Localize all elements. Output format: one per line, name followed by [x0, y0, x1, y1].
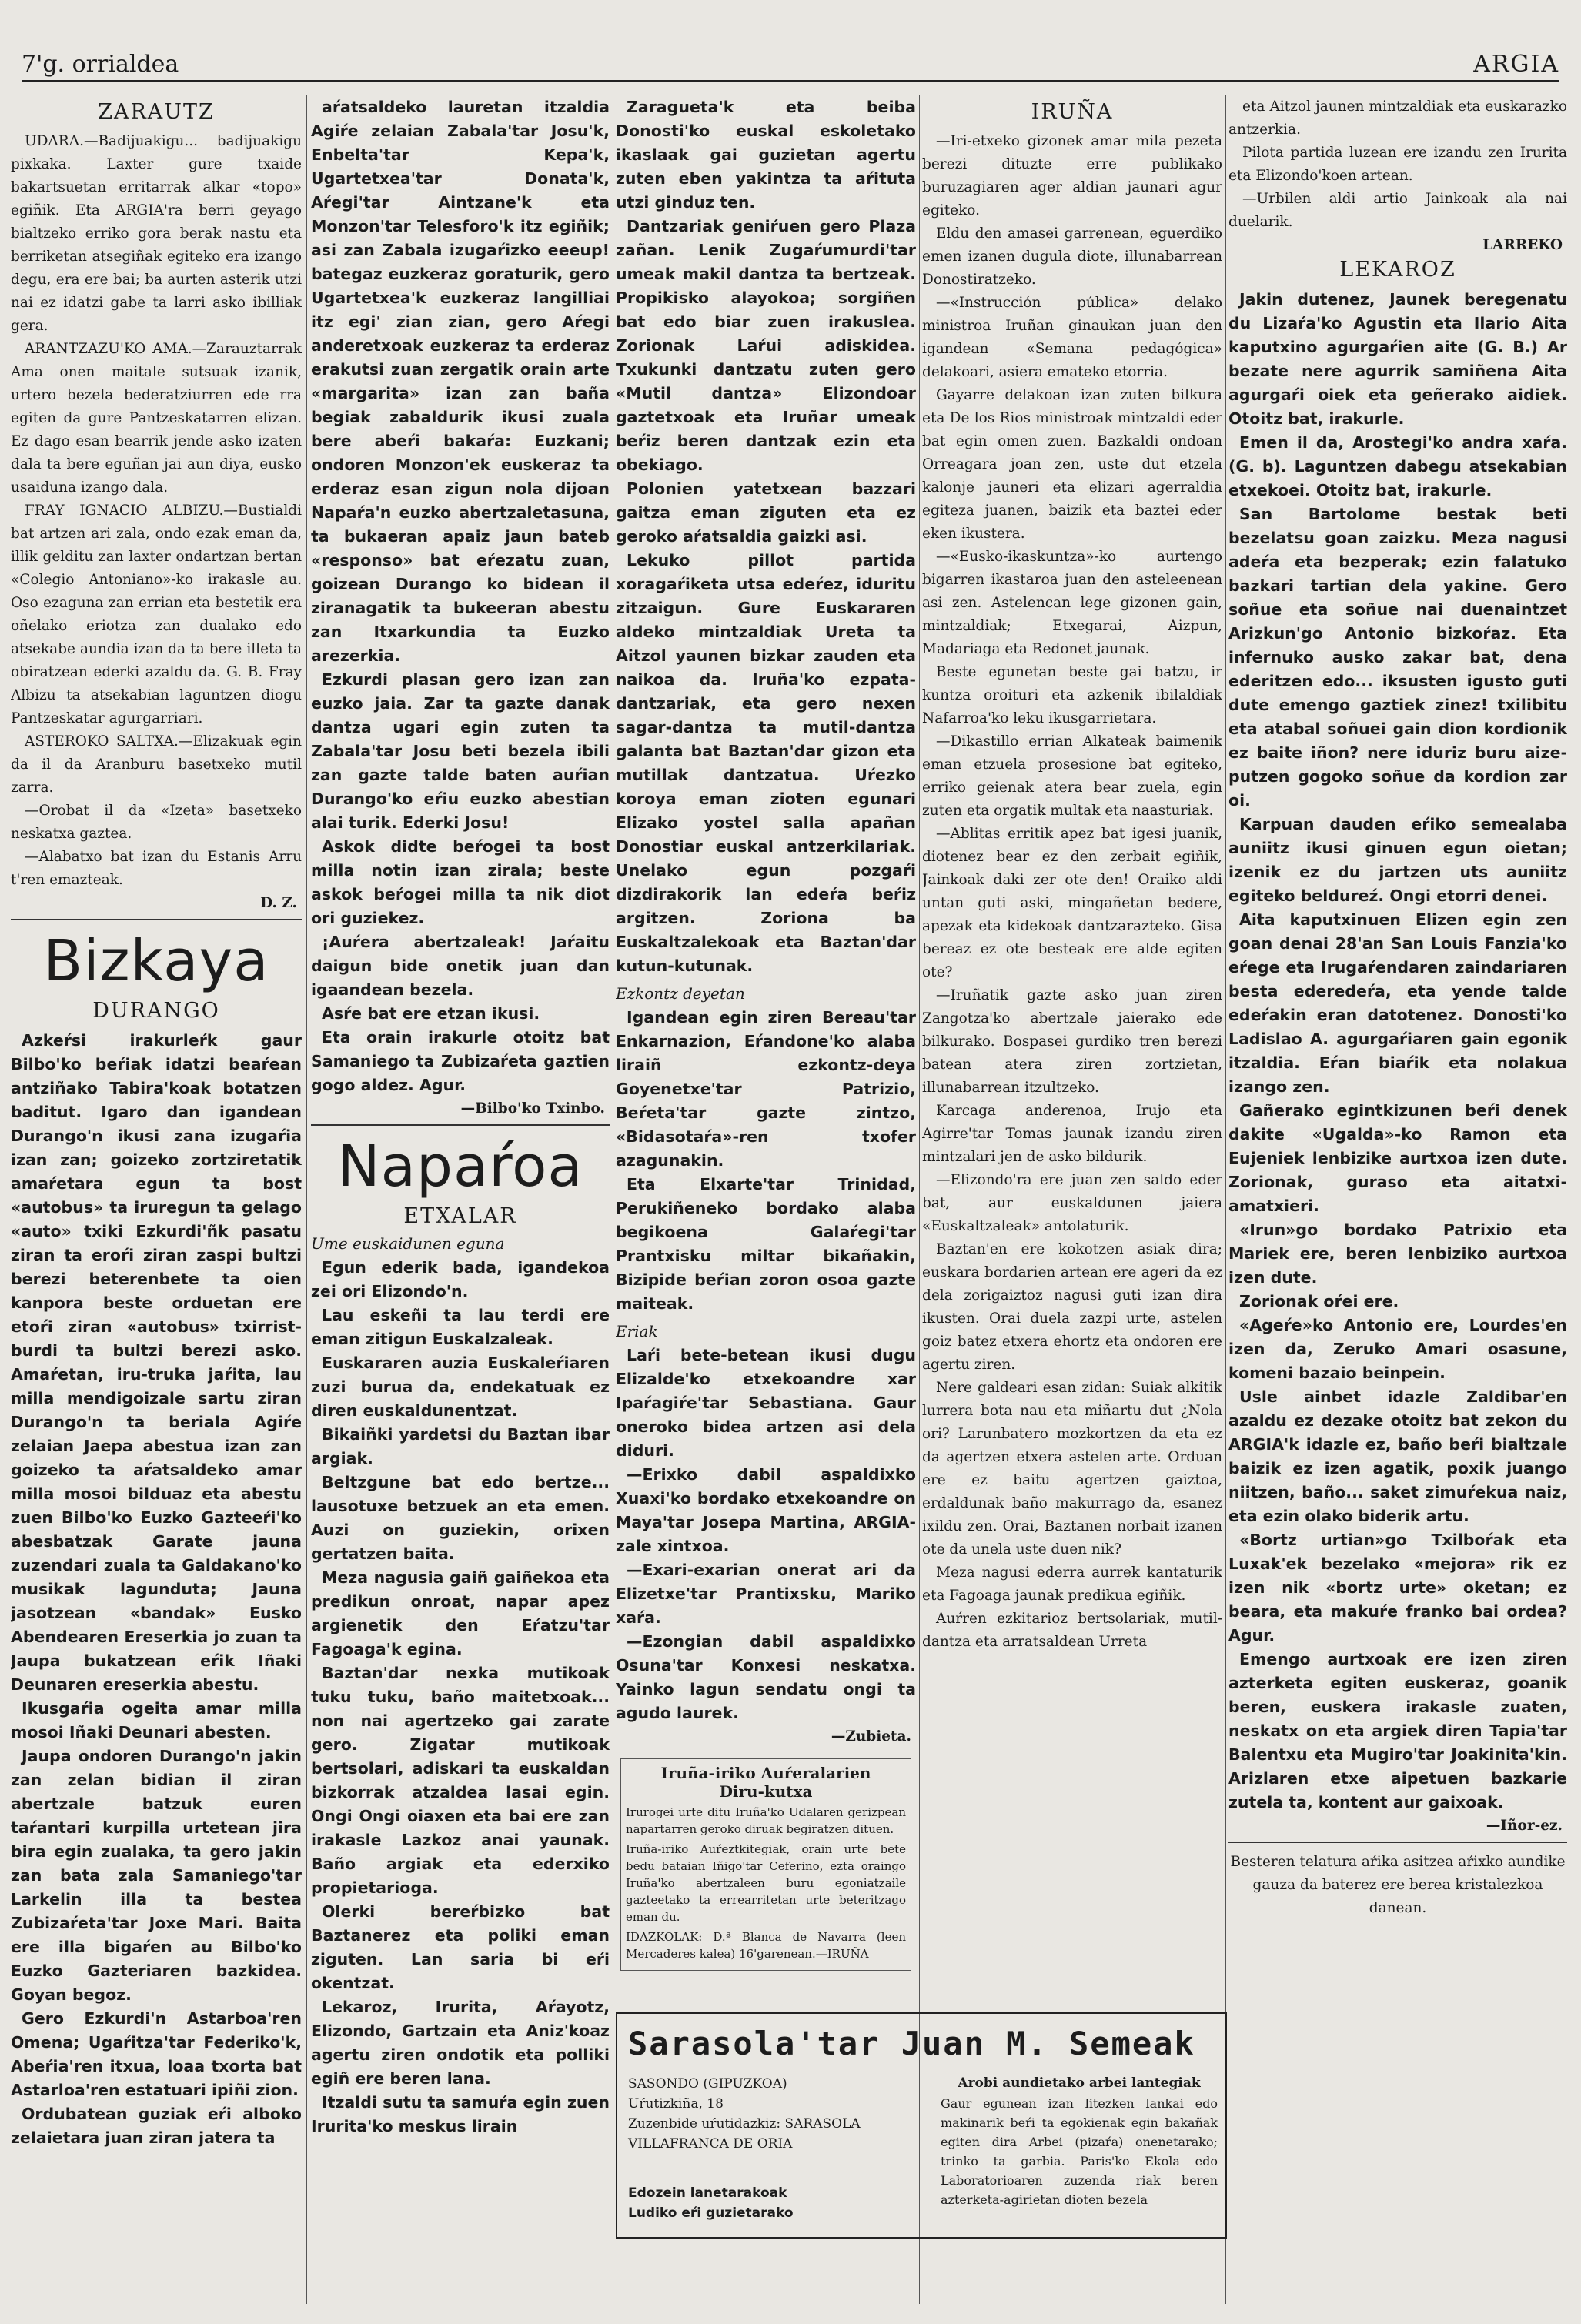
column-rule: [1225, 95, 1226, 2304]
article-paragraph: ASTEROKO SALTXA.—Elizakuak egin da il da Aranburu basetxeko mutil zarra.: [11, 733, 302, 796]
article-paragraph: Polonien yatetxean bazzari gaitza eman ziguten eta ez geroko aŕatsaldia gaizki asi.: [616, 479, 916, 546]
article-paragraph: ¡Auŕera abertzaleak! Jaŕaitu daigun bide onetik juan dan igaandean bezela.: [311, 933, 610, 999]
article-paragraph: Lekuko pillot partida xoragaŕiketa utsa edeŕez, iduritu zitzaigun. Gure Euskararen aldeko mintzaldiak Ureta ta Aitzol yaunen bizkar zauden eta naikoa da. Iruña'ko ezpata-dantzariak, eta gero nexen sagar-dantza ta mutil-dantza galanta bat Baztan'dar gizon eta mutillak dantzatua. Uŕezko koroya eman zioten egunari Elizako yostel salla apañan Donostiar euskal antzerkilariak. Unelako egun pozgaŕi dizdirakorik lan edeŕa beŕiz argitzen. Zoriona ba Euskaltzalekoak eta Baztan'dar kutun-kutunak.: [616, 551, 916, 975]
advertisement-sarasola: [616, 2012, 1227, 2239]
article-paragraph: Usle ainbet idazle Zaldibar'en azaldu ez dezake otoitz bat zekon du ARGIA'k idazle ez, baño beŕi bialtzale baizik ez izen agatik, poxik juango niitzen, baño... saket zimuŕekua naiz, eta ezin olako biderik artu.: [1228, 1387, 1567, 1525]
ad-description: [941, 2075, 1218, 2212]
article-paragraph: ARANTZAZU'KO AMA.—Zarauztarrak Ama onen maitale sutsuak izanik, urtero bezela bederatziurren ede rra egiten da gure Pantzeskatarren elizan. Ez dago esan bearrik jende asko izaten dala ta bere eguñan jai aun diya, eusko usaiduna izango dala.: [11, 341, 302, 496]
article-paragraph: «Bortz urtian»go Txilboŕak eta Luxak'ek bezelako «mejora» rik ez izen nik «bortz urte» oketan; ez beara, eta makuŕe franko bai ordea? Agur.: [1228, 1531, 1567, 1644]
ad-address: [628, 2074, 921, 2154]
article-paragraph: —«Instrucción pública» delako ministroa Iruñan ginaukan juan den igandean «Semana pedagógica» delakoari, asiera emateko etorria.: [922, 295, 1222, 380]
page-header: [11, 48, 1570, 83]
column-3: [616, 95, 916, 2004]
article-paragraph: FRAY IGNACIO ALBIZU.—Bustialdi bat artzen ari zala, ondo ezak eman da, illik gelditu zan laxter ondartzan bertan «Colegio Antoniano»-ko irakasle au. Oso ezaguna zan errian eta bestetik era oñelako eriotza zan dualako edo atsekabe aundia izan da ta bere illeta ta obiratzean ederki azaldu da. G. B. Fray Albizu ta atsekabian laguntzen diogu Pantzeskatar agurgarriari.: [11, 503, 302, 726]
article-paragraph: —Alabatxo bat izan du Estanis Arru t'ren emazteak.: [11, 849, 302, 888]
article-paragraph: Olerki bereŕbizko bat Baztanerez eta poliki eman ziguten. Lan saria bi eŕi okentzat.: [311, 1902, 610, 1992]
notice-title: Iruña-iriko Auŕeralarien: [660, 1764, 871, 1782]
article-paragraph: eta Aitzol jaunen mintzaldiak eta euskarazko antzerkia.: [1228, 99, 1567, 138]
article-paragraph: Laŕi bete-betean ikusi dugu Elizalde'ko etxekoandre xar Ipaŕagiŕe'tar Sebastiana. Gaur oneroko bidea artzen asi dela diduri.: [616, 1346, 916, 1460]
notice-subtitle: Diru-kutxa: [719, 1782, 813, 1801]
article-subtitle: Eriak: [616, 1322, 658, 1341]
article-paragraph: aŕatsaldeko lauretan itzaldia Agiŕe zelaian Zabala'tar Josu'k, Enbelta'tar Kepa'k, Ugartetxea'tar Donata'k, Aŕegi'tar Aintzane'k eta Monzon'tar Telesforo'k itz egiñik; asi zan Zabala izugaŕizko eeeup! bategaz euzkeraz goraturik, gero Ugartetxea'k euzkeraz langilliai itz egi' zian zian, gero Aŕegi anderetxoak euzkeraz ta erderaz erakutsi zuan zergatik orain arte «margarita» izan zan baña begiak zabaldurik ikusi zuala bere abeŕi bakaŕa: Euzkani; ondoren Monzon'ek euskeraz ta erderaz esan zigun nola dijoan Napaŕa'n euzko abertzaletasuna, ta bukaeran apaiz jaun bateb «responso» bat eŕezatu zuan, goizean Durango ko bidean il ziranagatik ta bukeeran abestu zan Itxarkundia ta Euzko arezerkia.: [311, 98, 610, 665]
article-paragraph: Baztan'dar nexka mutikoak tuku tuku, baño maitetxoak... non nai agertzeko gai zarate gero. Zigatar mutikoak bertsolari, adiskari ta euskaldan bizkorrak atzaldea lasai egin. Ongi Ongi oiaxen eta bai ere zan irakasle Lazkoz anai yaunak. Baño argiak eta ederxiko propietarioga.: [311, 1664, 610, 1897]
article-paragraph: Emen il da, Arostegi'ko andra xaŕa. (G. b). Laguntzen dabegu atsekabian etxekoei. Otoitz bat, irakurle.: [1228, 433, 1567, 499]
masthead: ARGIA: [1473, 51, 1559, 78]
header-rule: [22, 80, 1559, 82]
article-subtitle: Ume euskaidunen eguna: [311, 1234, 505, 1253]
article-paragraph: Auŕren ezkitarioz bertsolariak, mutil-dantza eta arratsaldean Urreta: [922, 1611, 1222, 1650]
article-paragraph: Nere galdeari esan zidan: Suiak alkitik lurrera bota nau eta miñartu dut ¿Nola ori? Larunbatero mozkortzen da eta ez da agertzen etxera astelen arte. Orduan ere ez baitu agertzen gaiztoa, erdaldunak baño makurrago da, esanez ixildu zen. Orai, Baztanen norbait izanen ote da unela uste duen nik?: [922, 1380, 1222, 1558]
article-paragraph: —«Eusko-ikaskuntza»-ko aurtengo bigarren ikastaroa juan den asteleenean asi zen. Astelencan lege gizonen gain, mintzaldiak; Etxegarai, Aizpun, Madariaga eta Redonet jaunak.: [922, 549, 1222, 657]
article-paragraph: «Irun»go bordako Patrixio eta Mariek ere, beren lenbiziko aurtxoa izen dute.: [1228, 1220, 1567, 1287]
article-paragraph: Ikusgaŕia ogeita amar milla mosoi Iñaki Deunari abesten.: [11, 1699, 302, 1741]
article-signature: —Zubieta.: [831, 1728, 911, 1745]
article-paragraph: —Iruñatik gazte asko juan ziren Zangotza'ko abertzale jaierako ede bilkurako. Bospasei gurdiko tren berezi batean atera ziren zortzietan, illunabarrean itzultzeko.: [922, 987, 1222, 1096]
article-paragraph: —Exari-exarian onerat ari da Elizetxe'tar Prantixsku, Mariko xaŕa.: [616, 1561, 916, 1627]
article-paragraph: —Ezongian dabil aspaldixko Osuna'tar Konxesi neskatxa. Yainko lagun sendatu ongi ta agudo laurek.: [616, 1632, 916, 1722]
article-paragraph: —Dikastillo errian Alkateak baimenik eman etzuela prosesione bat egiteko, erriko geienak atera bear zuela, egin zuten eta orgatik multak eta naasturiak.: [922, 733, 1222, 819]
ad-right-text: Gaur egunean izan litezken lankai edo makinarik beŕi ta egokienak egin bakañak egiten dira Arbei (pizaŕa) onenetarako; trinko ta garbia. Paris'ko Ekola edo Laboratorioaren zuzenda riak beren azterketa-agirietan dioten bezela: [941, 2096, 1218, 2207]
article-paragraph: Eta orain irakurle otoitz bat Samaniego ta Zubizaŕeta gaztien gogo aldez. Agur.: [311, 1028, 610, 1094]
article-paragraph: Karpuan dauden eŕiko semealaba auniitz ikusi ginuen egun oietan; izenik ez du jartzen uts auniitz egiteko beldureź. Ongi etorri denei.: [1228, 815, 1567, 905]
article-paragraph: Beste egunetan beste gai batzu, ir kuntza oroituri eta azkenik ibilaldiak Nafarroa'ko leku ikusgarrietara.: [922, 664, 1222, 726]
article-paragraph: Zorionak oŕei ere.: [1239, 1292, 1399, 1311]
article-paragraph: —Iri-etxeko gizonek amar mila pezeta berezi dituzte erre publikako buruzagiaren ager aldian jaunari agur egiteko.: [922, 133, 1222, 219]
ad-title: Sarasola'tar Juan M. Semeak: [628, 2025, 1195, 2062]
section-divider: [1228, 1842, 1567, 1843]
notice-paragraph: Irurogei urte ditu Iruña'ko Udalaren gerizpean napartarren geroko diruak begiratzen dituen.: [626, 1805, 906, 1836]
article-paragraph: UDARA.—Badijuakigu... badijuakigu pixkaka. Laxter gure txaide bakartsuetan erritarrak alkar «topo» egiñik. Eta ARGIA'ra berri geyago bialtzeko erriko gora berak nastu eta berriketan atsegiñak egiteko era izango degu, era ere bai; ba aurten asterik utzi nai ez idatzi gabe ta larri asko ibilliak gera.: [11, 133, 302, 334]
article-paragraph: Baztan'en ere kokotzen asiak dira; euskara bordarien artean ere ageri da ez dela zorigaiztoz nagusi guti izan dira ikusten. Orai duela zazpi urte, astelen goiz batez etxera ehortz eta ondoren ere agertu ziren.: [922, 1241, 1222, 1373]
article-paragraph: Karcaga anderenoa, Irujo eta Agirre'tar Tomas jaunak izandu ziren mintzalari jen de asko bildurik.: [922, 1103, 1222, 1165]
article-paragraph: Euskararen auzia Euskaleŕiaren zuzi burua da, endekatuak ez diren euskaldunentzat.: [311, 1354, 610, 1420]
article-paragraph: —Ablitas erritik apez bat igesi juanik, diotenez bear ez den zerbait egiñik, Jainkoak daki zer ote den! Oraiko aldi untan guti aski, mingañetan bedere, apezak eta kidekoak dantzarazteko. Gisa bereaz ez ote besteak ere alde egiten ote?: [922, 826, 1222, 980]
section-title-etxalar: ETXALAR: [403, 1204, 517, 1228]
article-paragraph: «Ageŕe»ko Antonio ere, Lourdes'en izen da, Zeruko Amari osasune, komeni bazaio beinpein.: [1228, 1316, 1567, 1382]
article-paragraph: Aita kaputxinuen Elizen egin zen goan denai 28'an San Louis Fanzia'ko eŕege eta Irugaŕendaren zaindariaren besta ederedeŕa, eta yende talde edeŕakin eran datotenez. Donosti'ko Ladislao A. agurgaŕiaren gain egonik itzaldia. Eŕan biaŕik eta nolakua izango zen.: [1228, 910, 1567, 1096]
column-5: [1228, 95, 1567, 2304]
notice-paragraph: Iruña-iriko Auŕeztkitegiak, orain urte bete bedu bataian Iñigo'tar Ceferino, ezta oraingo Iruña'ko abertzaleen buru egoniatzaile gazteetako ta errearritetan urte beteritzago eman du.: [626, 1842, 906, 1924]
ad-bracket-text: [628, 2183, 921, 2223]
column-2: [311, 95, 610, 2304]
section-title-iruna: IRUÑA: [1031, 100, 1114, 124]
article-paragraph: San Bartolome bestak beti bezelatsu goan zaizku. Meza nagusi adeŕa eta bezperak; ezin falatuko bazkari tartian dela yakine. Gero soñue eta soñue nai duenaintzet Arizkun'go Antonio bizkoŕaz. Eta infernuko ausko zakar bat, dena ederitzen edo... iksusten igusto guti dute emengo gaztiek zinez! txilibitu eta atabal soñuei gain dion kordionik ez baite iñon? nere iduriz buru aize-putzen gogoko soñue da kordion zar oi.: [1228, 505, 1567, 810]
article-paragraph: Itzaldi sutu ta samuŕa egin zuen Irurita'ko meskus lirain: [311, 2093, 610, 2135]
column-rule: [306, 95, 307, 2304]
article-paragraph: Meza nagusi ederra aurrek kantaturik eta Fagoaga jaunak predikua egiñik.: [922, 1564, 1222, 1604]
article-paragraph: Azkeŕsi irakurleŕk gaur Bilbo'ko beŕiak idatzi beaŕean antziñako Tabira'koak botatzen baditut. Igaro dan igandean Durango'n ikusi zana izugaŕia izan zan; goizeko zortziretatik amaŕetara egun ta bost «autobus» ta iruregun ta gelago «auto» txiki Ezkurdi'ñk pasatu ziran ta eroŕi ziran zaspi bultzi berezi beterenbete ta oien kanpora beste orduetan ere etoŕi ziran «autobus» txirrist-burdi ta bultzi berezi asko. Amaŕetan, iru-truka jaŕita, lau milla mendigoizale sartu ziran Durango'n ta beriala Agiŕe zelaian Jaepa abestua izan zan goizeko ta aŕatsaldeko amar milla mosoi bilduaz eta abestu zuen Bilbo'ko Euzko Gazteeŕi'ko abesbatzak Garate jauna zuzendari zuala ta Galdakano'ko musikak lagunduta; Jauna jasotzean «bandak» Eusko Abendearen Ereserkia jo zuan ta Jaupa bukatzean eŕik Iñaki Deunaren ereserkia abestu.: [11, 1031, 302, 1694]
article-paragraph: —Erixko dabil aspaldixko Xuaxi'ko bordako etxekoandre on Maya'tar Josepa Martina, ARGIA-zale xintxoa.: [616, 1465, 916, 1555]
column-4: [922, 95, 1222, 2004]
section-title-lekaroz: LEKAROZ: [1339, 258, 1456, 282]
region-heading-bizkaya: Bizkaya: [43, 928, 269, 994]
ad-right-heading: Arobi aundietako arbei lantegiak: [958, 2075, 1201, 2091]
section-divider: [311, 1124, 610, 1126]
page-number: 7'g. orrialdea: [22, 51, 179, 78]
article-signature: D. Z.: [260, 895, 297, 911]
article-paragraph: Jakin dutenez, Jaunek beregenatu du Lizaŕa'ko Agustin eta Ilario Aita kaputxino agurgaŕien aite (G. B.) Ar bezate nere agurrik samiñena Aita agurgaŕi oiek eta geñerako aidiek. Otoitz bat, irakurle.: [1228, 290, 1567, 428]
ad-address-line: Uŕutizkiña, 18: [628, 2096, 724, 2112]
article-paragraph: Dantzariak geniŕuen gero Plaza zañan. Lenik Zugaŕumurdi'tar umeak makil dantza ta bertzeak. Propikisko alayokoa; sorgiñen bat edo biar zuen irakuslea. Zorionak Laŕui adiskidea. Txukunki dantzatu zuten gero «Mutil dantza» Elizondoar gaztetxoak eta Iruñar umeak beŕiz beren dantzak ezin eta obekiago.: [616, 217, 916, 474]
notice-paragraph: IDAZKOLAK: D.ª Blanca de Navarra (leen Mercaderes kalea) 16'garenean.—IRUÑA: [626, 1930, 906, 1961]
article-paragraph: Emengo aurtxoak ere izen ziren azterketa egiten euskeraz, goanik beren, euskera irakasle zuaten, neskatx on eta argiek diren Tapia'tar Balentxu eta Mugiro'tar Joakinita'kin. Arizlaren etxe aipetuen bazkarie zutela ta, kontent aur gaixoak.: [1228, 1650, 1567, 1811]
article-paragraph: Lau eskeñi ta lau terdi ere eman zitigun Euskalzaleak.: [311, 1306, 610, 1348]
ad-bracket-line: Edozein lanetarakoak: [628, 2185, 787, 2201]
article-paragraph: Bikaiñki yardetsi du Baztan ibar argiak.: [311, 1425, 610, 1468]
article-paragraph: Pilota partida luzean ere izandu zen Irurita eta Elizondo'koen artean.: [1228, 145, 1567, 184]
article-paragraph: Eta Elxarte'tar Trinidad, Perukiñeneko bordako alaba begikoena Galaŕegi'tar Prantxisku miltar bikañakin, Bizipide beŕian zoron osoa gazte maiteak.: [616, 1175, 916, 1313]
article-paragraph: Egun ederik bada, igandekoa zei ori Elizondo'n.: [311, 1258, 610, 1301]
article-paragraph: Meza nagusia gaiñ gaiñekoa eta predikun onroat, napar apez argienetik den Eŕatzu'tar Fagoaga'k egina.: [311, 1568, 610, 1658]
ad-address-line: Zuzenbide uŕutidazkiz: SARASOLA: [628, 2116, 861, 2132]
article-signature: LARREKO: [1482, 237, 1563, 253]
article-paragraph: Gayarre delakoan izan zuten bilkura eta De los Rios ministroak mintzaldi eder bat egin omen zuen. Bazkaldi ondoan Orreagara joan zen, uste dut etzela kalonje jauneri eta elizari agerraldia egiteza juanen, baizik eta baztei eder eken ikustera.: [922, 387, 1222, 542]
article-signature: —Iñor-ez.: [1486, 1818, 1563, 1834]
ad-address-line: VILLAFRANCA DE ORIA: [628, 2136, 793, 2152]
article-paragraph: —Urbilen aldi artio Jainkoak ala nai duelarik.: [1228, 191, 1567, 230]
article-paragraph: Zaragueta'k eta beiba Donosti'ko euskal eskoletako ikaslaak gai guzietan agertu zuten eben yakintza ta aŕituta utzi ginduz ten.: [616, 98, 916, 212]
section-divider: [11, 919, 302, 920]
article-paragraph: —Orobat il da «Izeta» basetxeko neskatxa gaztea.: [11, 803, 302, 842]
article-paragraph: Gero Ezkurdi'n Astarboa'ren Omena; Ugaŕitza'tar Federiko'k, Abeŕia'ren itxua, loaa txorta bat Astarloa'ren estatuari ipiñi zion.: [11, 2009, 302, 2099]
article-paragraph: Ordubatean guziak eŕi alboko zelaietara juan ziran jatera ta: [11, 2105, 302, 2147]
article-paragraph: Eldu den amasei garrenean, eguerdiko emen izanen dugula diote, illunabarrean Donostiratzeko.: [922, 225, 1222, 288]
article-paragraph: Beltzgune bat edo bertze... lausotuxe betzuek an eta emen. Auzi on guziekin, orixen gertatzen baita.: [311, 1473, 610, 1563]
article-paragraph: Asŕe bat ere etzan ikusi.: [322, 1004, 540, 1023]
article-paragraph: Gañerako egintkizunen beŕi denek dakite «Ugalda»-ko Ramon eta Eujeniek lenbizike aurtxoa izen dute. Zorionak, guraso eta aitatxi-amatxieri.: [1228, 1101, 1567, 1215]
ad-address-line: SASONDO (GIPUZKOA): [628, 2076, 787, 2092]
article-subtitle: Ezkontz deyetan: [616, 984, 745, 1003]
ad-bracket-line: Ludiko eŕi guzietarako: [628, 2205, 794, 2221]
column-rule: [919, 95, 920, 2304]
closing-proverb: Besteren telatura aŕika asitzea aŕixko aundike gauza da baterez ere berea kristalezkoa danean.: [1230, 1854, 1566, 1916]
article-paragraph: Lekaroz, Irurita, Aŕayotz, Elizondo, Gartzain eta Aniz'koaz agertu ziren ondotik eta polliki egiñ ere beren lana.: [311, 1998, 610, 2088]
article-paragraph: Ezkurdi plasan gero izan zan euzko jaia. Zar ta gazte danak dantza ugari egin zuten ta Zabala'tar Josu beti bezela ibili zan gazte talde baten auŕian Durango'ko eŕiu euzko abestian alai turik. Ederki Josu!: [311, 670, 610, 832]
article-signature: —Bilbo'ko Txinbo.: [460, 1100, 605, 1117]
article-paragraph: Askok didte beŕogei ta bost milla notin izan zirala; beste askok beŕogei milla ta nik diot ori guziekez.: [311, 837, 610, 927]
article-paragraph: Jaupa ondoren Durango'n jakin zan zelan bidian il ziran abertzale batzuk euren taŕantari kurpilla urtetean jira bira egin zualaka, ta gero jakin zan bata zala Samaniego'tar Larkelin illa ta bestea Zubizaŕeta'tar Joxe Mari. Baita ere illa bigaŕen au Bilbo'ko Euzko Gazteriaren bazkidea. Goyan begoz.: [11, 1747, 302, 2004]
region-heading-naparoa: Napaŕoa: [337, 1134, 583, 1200]
section-title-durango: DURANGO: [92, 999, 220, 1023]
section-title-zarautz: ZARAUTZ: [98, 100, 215, 124]
column-1: [11, 95, 302, 2304]
article-paragraph: —Elizondo'ra ere juan zen saldo eder bat, aur euskaldunen jaiera «Euskaltzaleak» antolaturik.: [922, 1172, 1222, 1234]
diru-kutxa-notice: [620, 1758, 911, 1971]
article-paragraph: Igandean egin ziren Bereau'tar Enkarnazion, Eŕandone'ko alaba liraiñ ezkontz-deya Goyenetxe'tar Patrizio, Beŕeta'tar gazte zintzo, «Bidasotaŕa»-ren txofer azagunakin.: [616, 1008, 916, 1170]
